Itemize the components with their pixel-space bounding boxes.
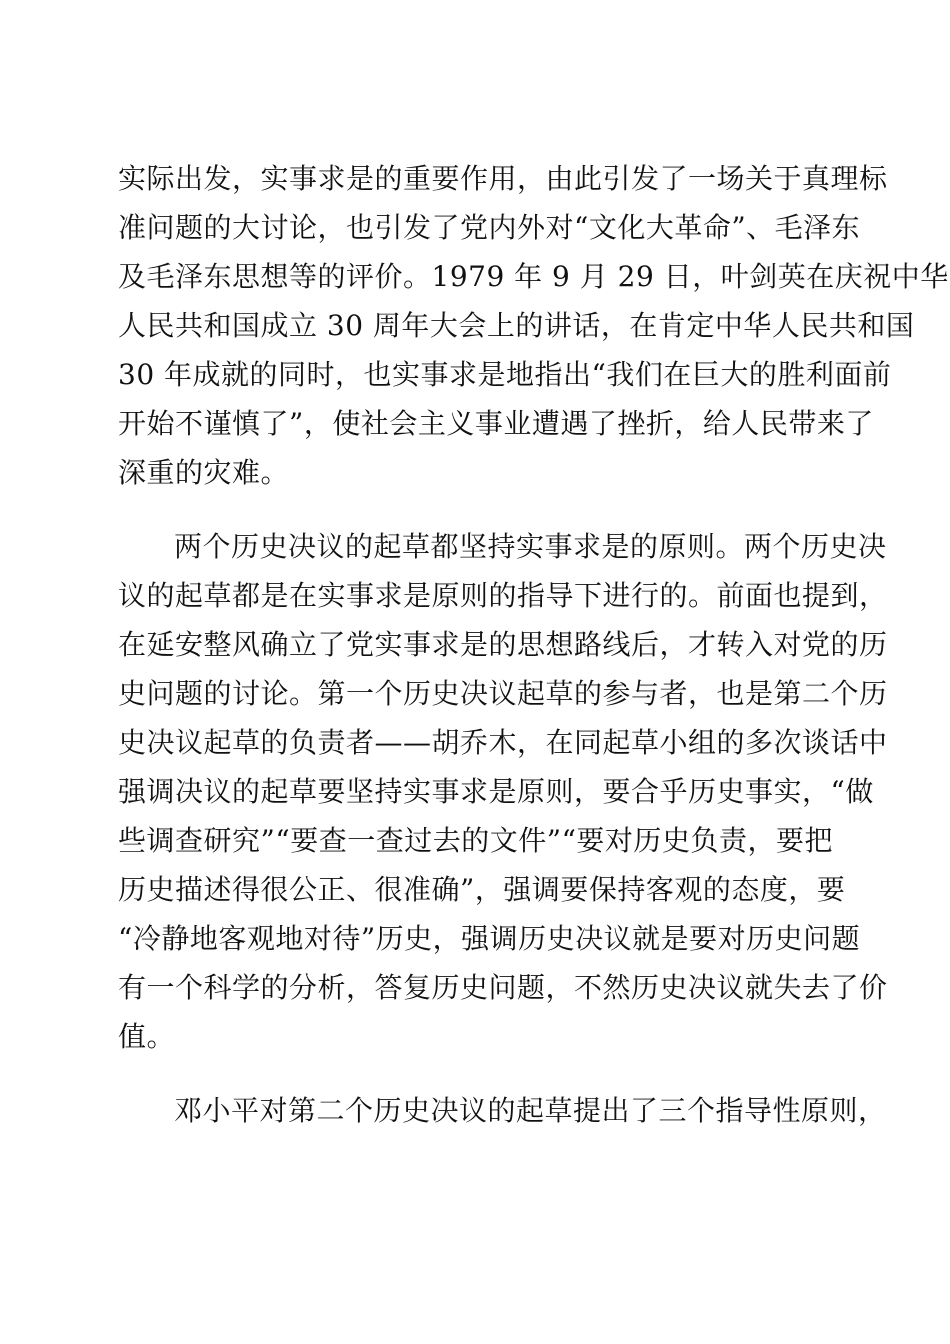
text-line: 有一个科学的分析，答复历史问题，不然历史决议就失去了价 bbox=[118, 971, 888, 1004]
text-line: 深重的灾难。 bbox=[118, 456, 290, 489]
text-line: 些调查研究”“要查一查过去的文件”“要对历史负责，要把 bbox=[118, 824, 833, 857]
paragraph-3 bbox=[118, 1086, 887, 1135]
text-line: “冷静地客观地对待”历史，强调历史决议就是要对历史问题 bbox=[118, 922, 861, 955]
text-line: 人民共和国成立 30 周年大会上的讲话，在肯定中华人民共和国 bbox=[118, 309, 915, 342]
paragraph-1 bbox=[118, 154, 949, 497]
text-line: 在延安整风确立了党实事求是的思想路线后，才转入对党的历 bbox=[118, 628, 888, 661]
text-line: 史决议起草的负责者——胡乔木，在同起草小组的多次谈话中 bbox=[118, 726, 888, 759]
text-line: 历史描述得很公正、很准确”，强调要保持客观的态度，要 bbox=[118, 873, 846, 906]
text-line: 强调决议的起草要坚持实事求是原则，要合乎历史事实，“做 bbox=[118, 775, 874, 808]
text-line: 史问题的讨论。第一个历史决议起草的参与者，也是第二个历 bbox=[118, 677, 888, 710]
paragraph-2 bbox=[118, 522, 888, 1061]
text-line: 开始不谨慎了”，使社会主义事业遭遇了挫折，给人民带来了 bbox=[118, 407, 874, 440]
text-line: 30 年成就的同时，也实事求是地指出“我们在巨大的胜利面前 bbox=[118, 358, 892, 391]
text-line: 议的起草都是在实事求是原则的指导下进行的。前面也提到， bbox=[118, 579, 888, 612]
text-line: 两个历史决议的起草都坚持实事求是的原则。两个历史决 bbox=[174, 530, 887, 563]
text-line: 实际出发，实事求是的重要作用，由此引发了一场关于真理标 bbox=[118, 162, 888, 195]
text-line: 准问题的大讨论，也引发了党内外对“文化大革命”、毛泽东 bbox=[118, 211, 861, 244]
text-line: 邓小平对第二个历史决议的起草提出了三个指导性原则， bbox=[174, 1094, 887, 1127]
text-line: 值。 bbox=[118, 1020, 176, 1053]
text-line: 及毛泽东思想等的评价。1979 年 9 月 29 日，叶剑英在庆祝中华 bbox=[118, 260, 949, 293]
document-page bbox=[118, 154, 949, 1135]
